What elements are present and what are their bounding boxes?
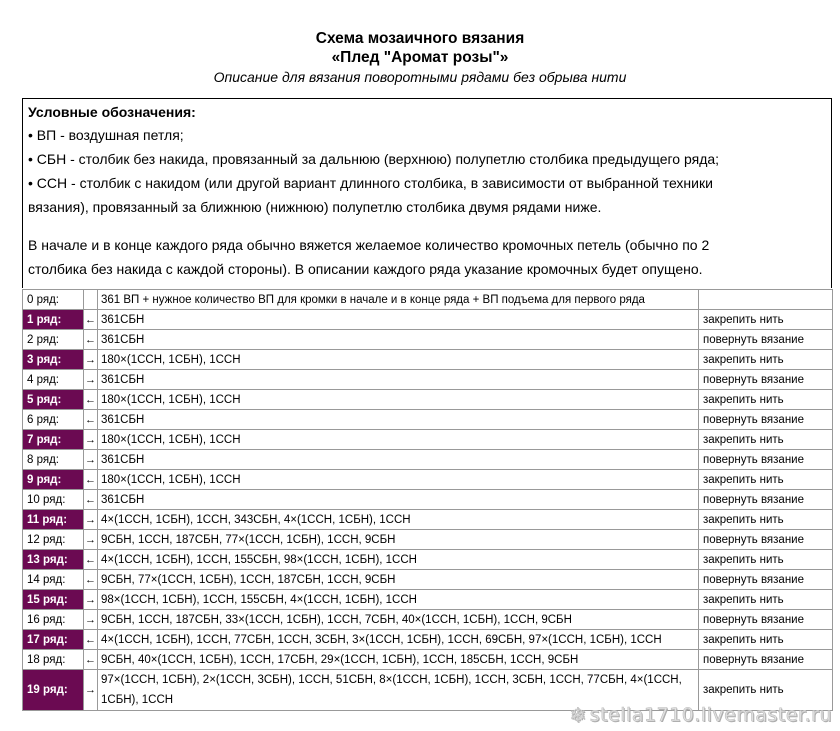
row-direction: ← — [84, 650, 98, 670]
row-action: закрепить нить — [699, 590, 833, 610]
row-instruction: 9СБН, 40×(1ССН, 1СБН), 1ССН, 17СБН, 29×(1ССН, 1СБН), 1ССН, 185СБН, 1ССН, 9СБН — [98, 650, 699, 670]
row-action: закрепить нить — [699, 510, 833, 530]
row-label: 18 ряд: — [23, 650, 84, 670]
row-direction: ← — [84, 570, 98, 590]
table-row — [23, 650, 833, 670]
row-instruction: 9СБН, 1ССН, 187СБН, 77×(1ССН, 1СБН), 1ССН, 9СБН — [98, 530, 699, 550]
table-row — [23, 410, 833, 430]
row-direction: ← — [84, 310, 98, 330]
legend-spacer — [28, 219, 831, 233]
row-action: закрепить нить — [699, 390, 833, 410]
row-instruction: 361 ВП + нужное количество ВП для кромки в начале и в конце ряда + ВП подъема для первого ряда — [98, 290, 699, 310]
row-action: закрепить нить — [699, 350, 833, 370]
document-header — [0, 0, 840, 87]
row-action: закрепить нить — [699, 550, 833, 570]
row-direction — [84, 290, 98, 310]
row-direction: ← — [84, 470, 98, 490]
row-label: 14 ряд: — [23, 570, 84, 590]
table-row — [23, 450, 833, 470]
row-label: 13 ряд: — [23, 550, 84, 570]
row-instruction: 361СБН — [98, 410, 699, 430]
row-action: повернуть вязание — [699, 410, 833, 430]
row-label: 17 ряд: — [23, 630, 84, 650]
table-row — [23, 490, 833, 510]
row-instruction: 9СБН, 1ССН, 187СБН, 33×(1ССН, 1СБН), 1ССН, 7СБН, 40×(1ССН, 1СБН), 1ССН, 9СБН — [98, 610, 699, 630]
row-direction: ← — [84, 410, 98, 430]
row-label: 10 ряд: — [23, 490, 84, 510]
row-action: закрепить нить — [699, 630, 833, 650]
row-label: 3 ряд: — [23, 350, 84, 370]
row-label: 16 ряд: — [23, 610, 84, 630]
row-instruction: 361СБН — [98, 310, 699, 330]
row-label: 8 ряд: — [23, 450, 84, 470]
legend-note: В начале и в конце каждого ряда обычно вяжется желаемое количество кромочных петель (обычно по 2 — [28, 237, 710, 253]
row-label: 6 ряд: — [23, 410, 84, 430]
row-instruction: 97×(1ССН, 1СБН), 2×(1ССН, 3СБН), 1ССН, 51СБН, 8×(1ССН, 1СБН), 1ССН, 3СБН, 1ССН, 77СБН, 4×(1ССН, 1СБН), 1ССН — [98, 670, 699, 711]
row-label: 19 ряд: — [23, 670, 84, 711]
row-action: закрепить нить — [699, 430, 833, 450]
table-row — [23, 590, 833, 610]
table-row — [23, 350, 833, 370]
title-line-1: Схема мозаичного вязания — [315, 30, 525, 47]
row-instruction: 180×(1ССН, 1СБН), 1ССН — [98, 470, 699, 490]
table-row — [23, 310, 833, 330]
row-direction: → — [84, 350, 98, 370]
row-action: повернуть вязание — [699, 370, 833, 390]
legend-box — [22, 98, 832, 288]
row-instruction: 361СБН — [98, 450, 699, 470]
row-action — [699, 290, 833, 310]
row-action: закрепить нить — [699, 310, 833, 330]
row-instruction: 180×(1ССН, 1СБН), 1ССН — [98, 350, 699, 370]
row-instruction: 4×(1ССН, 1СБН), 1ССН, 343СБН, 4×(1ССН, 1СБН), 1ССН — [98, 510, 699, 530]
row-label: 5 ряд: — [23, 390, 84, 410]
row-label: 11 ряд: — [23, 510, 84, 530]
table-row — [23, 290, 833, 310]
row-label: 1 ряд: — [23, 310, 84, 330]
snowflake-icon: ❄ — [569, 703, 587, 727]
legend-note: столбика без накида с каждой стороны). В описании каждого ряда указание кромочных будет опущено. — [28, 261, 703, 277]
row-direction: → — [84, 430, 98, 450]
table-row — [23, 630, 833, 650]
row-instruction: 4×(1ССН, 1СБН), 1ССН, 77СБН, 1ССН, 3СБН, 3×(1ССН, 1СБН), 1ССН, 69СБН, 97×(1ССН, 1СБН), 1ССН — [98, 630, 699, 650]
title-line-2: «Плед "Аромат розы"» — [331, 49, 509, 66]
row-direction: → — [84, 590, 98, 610]
subtitle: Описание для вязания поворотными рядами без обрыва нити — [213, 69, 627, 85]
legend-heading: Условные обозначения: — [28, 104, 196, 120]
watermark — [569, 703, 832, 727]
row-direction: ← — [84, 330, 98, 350]
row-action: закрепить нить — [699, 670, 833, 711]
row-action: повернуть вязание — [699, 490, 833, 510]
row-instruction: 9СБН, 77×(1ССН, 1СБН), 1ССН, 187СБН, 1ССН, 9СБН — [98, 570, 699, 590]
row-action: повернуть вязание — [699, 330, 833, 350]
row-direction: ← — [84, 630, 98, 650]
watermark-text: stella1710.livemaster.ru — [589, 704, 832, 726]
row-action: закрепить нить — [699, 470, 833, 490]
row-action: повернуть вязание — [699, 650, 833, 670]
row-direction: ← — [84, 390, 98, 410]
row-label: 9 ряд: — [23, 470, 84, 490]
row-direction: → — [84, 450, 98, 470]
row-label: 12 ряд: — [23, 530, 84, 550]
row-label: 2 ряд: — [23, 330, 84, 350]
legend-item: • СБН - столбик без накида, провязанный за дальнюю (верхнюю) полупетлю столбика предыдущего ряда; — [28, 151, 720, 167]
row-label: 15 ряд: — [23, 590, 84, 610]
table-row — [23, 470, 833, 490]
row-action: повернуть вязание — [699, 610, 833, 630]
table-row — [23, 530, 833, 550]
rows-table — [22, 289, 833, 711]
row-direction: → — [84, 610, 98, 630]
row-action: повернуть вязание — [699, 450, 833, 470]
row-action: повернуть вязание — [699, 570, 833, 590]
row-action: повернуть вязание — [699, 530, 833, 550]
row-instruction: 361СБН — [98, 490, 699, 510]
table-row — [23, 390, 833, 410]
row-instruction: 4×(1ССН, 1СБН), 1ССН, 155СБН, 98×(1ССН, 1СБН), 1ССН — [98, 550, 699, 570]
row-label: 7 ряд: — [23, 430, 84, 450]
row-direction: → — [84, 670, 98, 711]
legend-item: вязания), провязанный за ближнюю (нижнюю) полупетлю столбика двумя рядами ниже. — [28, 199, 602, 215]
row-direction: ← — [84, 550, 98, 570]
table-row — [23, 610, 833, 630]
row-direction: → — [84, 510, 98, 530]
row-instruction: 361СБН — [98, 370, 699, 390]
table-row — [23, 370, 833, 390]
row-instruction: 361СБН — [98, 330, 699, 350]
row-label: 0 ряд: — [23, 290, 84, 310]
row-instruction: 180×(1ССН, 1СБН), 1ССН — [98, 390, 699, 410]
row-direction: ← — [84, 490, 98, 510]
table-row — [23, 550, 833, 570]
table-row — [23, 430, 833, 450]
legend-item: • ВП - воздушная петля; — [28, 127, 184, 143]
table-row — [23, 330, 833, 350]
row-direction: → — [84, 370, 98, 390]
row-direction: → — [84, 530, 98, 550]
table-row — [23, 510, 833, 530]
row-label: 4 ряд: — [23, 370, 84, 390]
row-instruction: 180×(1ССН, 1СБН), 1ССН — [98, 430, 699, 450]
row-instruction: 98×(1ССН, 1СБН), 1ССН, 155СБН, 4×(1ССН, 1СБН), 1ССН — [98, 590, 699, 610]
table-row — [23, 570, 833, 590]
legend-item: • ССН - столбик с накидом (или другой вариант длинного столбика, в зависимости от выбранной техники — [28, 175, 713, 191]
